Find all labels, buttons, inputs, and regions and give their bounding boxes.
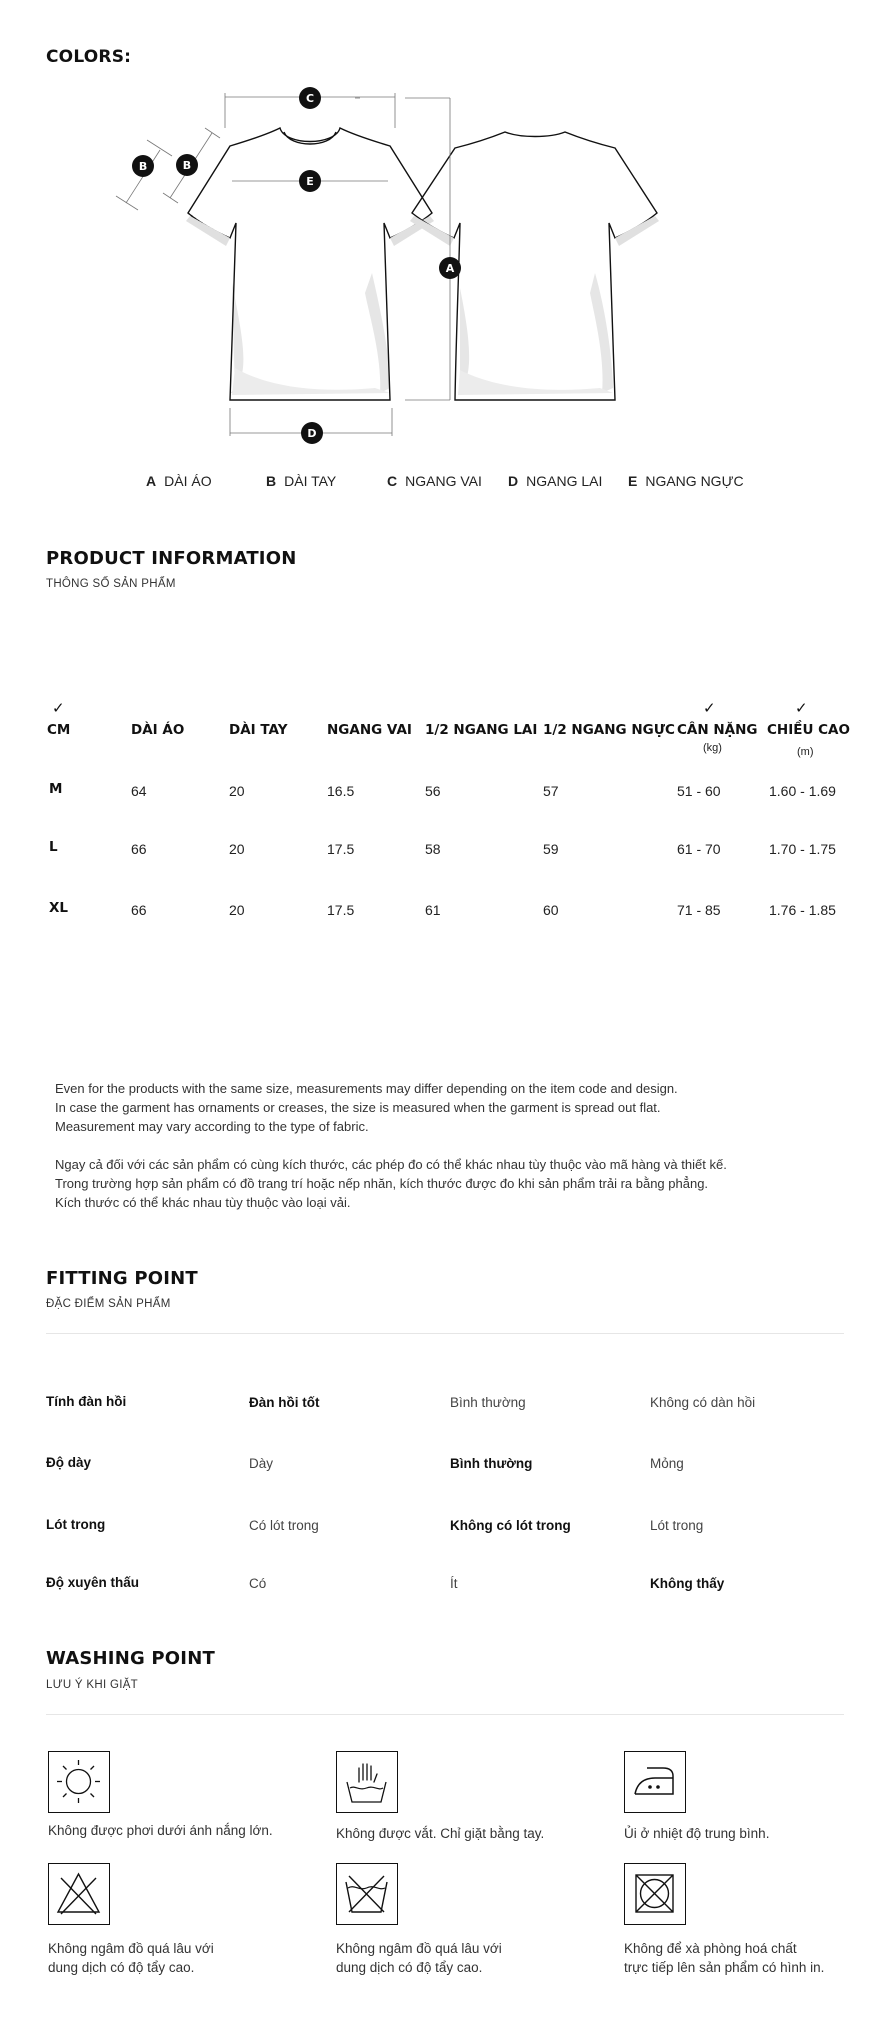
table-cell: 51 - 60	[677, 783, 721, 799]
table-cell: 1.76 - 1.85	[769, 902, 836, 918]
col-ngang-nguc: 1/2 NGANG NGỰC	[543, 722, 675, 738]
fitting-label: Lót trong	[46, 1517, 106, 1532]
svg-text:D: D	[307, 427, 317, 440]
table-cell: 17.5	[327, 902, 355, 918]
col-ngang-lai: 1/2 NGANG LAI	[425, 722, 538, 738]
legend-a: A DÀI ÁO	[146, 473, 212, 489]
no-direct-sunlight-icon	[48, 1751, 110, 1813]
check-icon: ✓	[703, 700, 716, 717]
table-cell: 57	[543, 783, 559, 799]
legend-e: E NGANG NGỰC	[628, 473, 744, 489]
divider	[46, 1333, 844, 1334]
fitting-option: Có lót trong	[249, 1518, 319, 1533]
colors-label: COLORS:	[46, 47, 132, 67]
front-shirt	[188, 128, 432, 400]
wash-text: Không được phơi dưới ánh nắng lớn.	[48, 1823, 273, 1838]
fitting-option: Không thấy	[650, 1576, 725, 1591]
table-cell: 59	[543, 841, 559, 857]
no-tumble-dry-icon	[624, 1863, 686, 1925]
fitting-option: Mỏng	[650, 1456, 684, 1471]
table-cell: 64	[131, 783, 147, 799]
legend-c: C NGANG VAI	[387, 473, 482, 489]
sleeve-measure	[150, 118, 220, 208]
table-cell: 66	[131, 902, 147, 918]
svg-text:A: A	[445, 262, 455, 275]
fitting-option: Có	[249, 1576, 267, 1591]
no-bleach-icon	[48, 1863, 110, 1925]
fitting-option: Không có dàn hồi	[650, 1395, 756, 1410]
fitting-title: FITTING POINT	[46, 1268, 198, 1289]
iron-medium-icon	[624, 1751, 686, 1813]
fitting-subtitle: ĐẶC ĐIỂM SẢN PHẨM	[46, 1298, 171, 1310]
table-cell: 60	[543, 902, 559, 918]
product-info-title: PRODUCT INFORMATION	[46, 548, 297, 569]
fitting-label: Độ dày	[46, 1455, 92, 1470]
fitting-option: Bình thường	[450, 1395, 526, 1410]
col-can-nang-unit: (kg)	[703, 742, 722, 754]
legend-b: B DÀI TAY	[266, 473, 337, 489]
col-ngang-vai: NGANG VAI	[327, 722, 412, 738]
size-cell: M	[49, 781, 63, 797]
table-cell: 58	[425, 841, 441, 857]
size-cell: XL	[49, 900, 69, 916]
fitting-option: Bình thường	[450, 1456, 533, 1471]
no-soak-icon	[336, 1863, 398, 1925]
svg-text:B: B	[182, 159, 192, 172]
table-cell: 56	[425, 783, 441, 799]
check-icon: ✓	[795, 700, 808, 717]
table-cell: 16.5	[327, 783, 355, 799]
wash-text: Không ngâm đồ quá lâu với dung dịch có độ tẩy cao.	[336, 1941, 502, 1975]
col-chieu-cao-unit: (m)	[797, 746, 814, 758]
table-cell: 66	[131, 841, 147, 857]
notes-vi: Ngay cả đối với các sản phẩm có cùng kích thước, các phép đo có thể khác nhau tùy thuộc vào mã hàng và thiết kế. Trong trường hợp sản phẩm có đồ trang trí hoặc nếp nhăn, kích thước được đo khi sản phẩm trải ra bằng phẳng. Kích thước có thể khác nhau tùy thuộc vào loại vải.	[55, 1157, 727, 1210]
notes-en: Even for the products with the same size, measurements may differ depending on the item code and design. In case the garment has ornaments or creases, the size is measured when the garment is spread out flat. Measurement may vary according to the type of fabric.	[55, 1081, 678, 1134]
fitting-option: Lót trong	[650, 1518, 704, 1533]
washing-title: WASHING POINT	[46, 1648, 215, 1669]
hand-wash-icon	[336, 1751, 398, 1813]
legend-d: D NGANG LAI	[508, 473, 603, 489]
fitting-option: Dày	[249, 1456, 274, 1471]
wash-text: Ủi ở nhiệt độ trung bình.	[624, 1826, 770, 1841]
divider	[46, 1714, 844, 1715]
size-cell: L	[49, 839, 58, 855]
wash-text: Không để xà phòng hoá chất trực tiếp lên sản phẩm có hình in.	[624, 1941, 825, 1975]
washing-subtitle: LƯU Ý KHI GIẶT	[46, 1679, 138, 1691]
col-cm: CM	[47, 722, 71, 738]
fitting-label: Độ xuyên thấu	[46, 1575, 140, 1590]
col-chieu-cao: CHIỀU CAO	[767, 722, 850, 738]
table-cell: 61	[425, 902, 441, 918]
fitting-option: Không có lót trong	[450, 1518, 571, 1533]
fitting-option: Ít	[450, 1576, 458, 1591]
svg-text:C: C	[305, 92, 315, 105]
table-cell: 20	[229, 841, 245, 857]
table-cell: 17.5	[327, 841, 355, 857]
fitting-label: Tính đàn hồi	[46, 1394, 127, 1409]
fitting-option: Đàn hồi tốt	[249, 1395, 320, 1410]
table-cell: 1.70 - 1.75	[769, 841, 836, 857]
table-cell: 1.60 - 1.69	[769, 783, 836, 799]
col-dai-tay: DÀI TAY	[229, 722, 288, 738]
wash-text: Không được vắt. Chỉ giặt bằng tay.	[336, 1826, 545, 1841]
table-cell: 20	[229, 902, 245, 918]
check-icon: ✓	[52, 700, 65, 717]
svg-text:E: E	[306, 175, 314, 188]
table-cell: 71 - 85	[677, 902, 721, 918]
table-cell: 20	[229, 783, 245, 799]
product-info-subtitle: THÔNG SỐ SẢN PHẨM	[46, 578, 176, 590]
col-can-nang: CÂN NẶNG	[677, 722, 758, 738]
col-dai-ao: DÀI ÁO	[131, 722, 185, 738]
wash-text: Không ngâm đồ quá lâu với dung dịch có độ tẩy cao.	[48, 1941, 214, 1975]
size-diagram	[138, 88, 750, 458]
svg-text:B: B	[138, 160, 148, 173]
table-cell: 61 - 70	[677, 841, 721, 857]
